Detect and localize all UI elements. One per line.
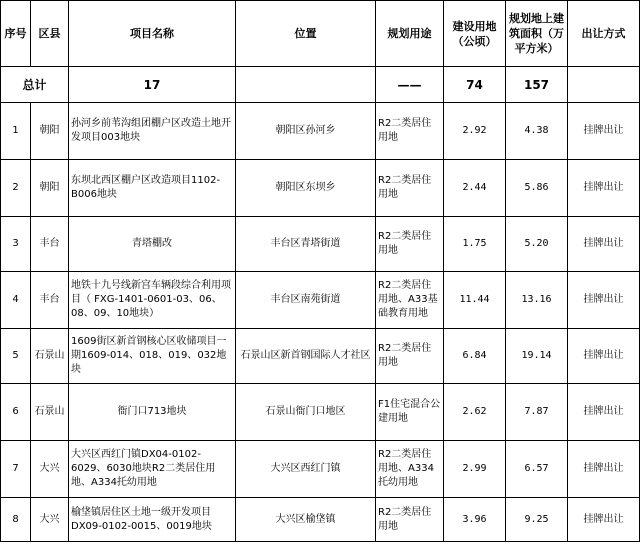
row-seq: 8 [1,498,31,542]
row-floor-area: 13.16 [506,272,568,329]
row-seq: 3 [1,217,31,272]
header-location: 位置 [236,1,376,67]
row-method: 挂牌出让 [568,272,640,329]
header-use: 规划用途 [376,1,444,67]
row-method: 挂牌出让 [568,384,640,441]
row-seq: 1 [1,103,31,160]
table-row [1,329,640,384]
row-seq: 4 [1,272,31,329]
header-district: 区县 [31,1,69,67]
row-seq: 5 [1,329,31,384]
row-use: F1住宅混合公建用地 [376,384,444,441]
total-row [1,67,640,103]
header-method: 出让方式 [568,1,640,67]
row-area: 6.84 [444,329,506,384]
row-area: 1.75 [444,217,506,272]
row-use: R2二类居住用地 [376,329,444,384]
row-floor-area: 9.25 [506,498,568,542]
header-seq: 序号 [1,1,31,67]
row-seq: 2 [1,160,31,217]
row-name: 东坝北西区棚户区改造项目1102-B006地块 [69,160,236,217]
row-district: 石景山 [31,329,69,384]
total-location [236,67,376,103]
row-use: R2二类居住用地 [376,217,444,272]
row-use: R2二类居住用地 [376,160,444,217]
row-district: 大兴 [31,498,69,542]
row-seq: 6 [1,384,31,441]
total-area: 74 [444,67,506,103]
row-area: 11.44 [444,272,506,329]
row-name: 青塔棚改 [69,217,236,272]
header-area: 建设用地（公顷） [444,1,506,67]
table-row [1,103,640,160]
row-name: 1609街区新首钢核心区收储项目一期1609-014、018、019、032地块 [69,329,236,384]
row-area: 2.92 [444,103,506,160]
row-method: 挂牌出让 [568,217,640,272]
row-location: 朝阳区孙河乡 [236,103,376,160]
row-location: 大兴区西红门镇 [236,441,376,498]
row-use: R2二类居住用地 [376,103,444,160]
table-row [1,272,640,329]
row-location: 朝阳区东坝乡 [236,160,376,217]
table-row [1,160,640,217]
row-area: 2.99 [444,441,506,498]
row-district: 朝阳 [31,160,69,217]
row-location: 丰台区南苑街道 [236,272,376,329]
row-name: 衙门口713地块 [69,384,236,441]
row-floor-area: 19.14 [506,329,568,384]
header-row [1,1,640,67]
row-floor-area: 5.20 [506,217,568,272]
table-row [1,217,640,272]
row-name: 地铁十九号线新宫车辆段综合利用项目（ FXG-1401-0601-03、06、08、09、10地块） [69,272,236,329]
row-location: 丰台区青塔街道 [236,217,376,272]
row-name: 孙河乡前苇沟组团棚户区改造土地开发项目003地块 [69,103,236,160]
row-method: 挂牌出让 [568,160,640,217]
row-district: 朝阳 [31,103,69,160]
row-area: 2.62 [444,384,506,441]
table-row [1,384,640,441]
row-area: 2.44 [444,160,506,217]
row-seq: 7 [1,441,31,498]
table-row [1,498,640,542]
row-method: 挂牌出让 [568,103,640,160]
row-use: R2二类居住用地 [376,498,444,542]
row-floor-area: 4.38 [506,103,568,160]
total-label: 总计 [1,67,69,103]
total-method [568,67,640,103]
row-floor-area: 5.86 [506,160,568,217]
row-location: 石景山区新首钢国际人才社区 [236,329,376,384]
table-row [1,441,640,498]
total-use: —— [376,67,444,103]
row-location: 大兴区榆垡镇 [236,498,376,542]
row-method: 挂牌出让 [568,329,640,384]
header-floor-area: 规划地上建筑面积（万平方米） [506,1,568,67]
row-district: 大兴 [31,441,69,498]
row-district: 丰台 [31,272,69,329]
total-count: 17 [69,67,236,103]
row-method: 挂牌出让 [568,498,640,542]
row-area: 3.96 [444,498,506,542]
row-district: 石景山 [31,384,69,441]
row-floor-area: 6.57 [506,441,568,498]
row-floor-area: 7.87 [506,384,568,441]
row-name: 榆垡镇居住区土地一级开发项目DX09-0102-0015、0019地块 [69,498,236,542]
header-name: 项目名称 [69,1,236,67]
total-floor-area: 157 [506,67,568,103]
row-method: 挂牌出让 [568,441,640,498]
row-location: 石景山衙门口地区 [236,384,376,441]
row-use: R2二类居住用地、A33基础教育用地 [376,272,444,329]
row-name: 大兴区西红门镇DX04-0102-6029、6030地块R2二类居住用地、A334托幼用地 [69,441,236,498]
row-use: R2二类居住用地、A334托幼用地 [376,441,444,498]
row-district: 丰台 [31,217,69,272]
